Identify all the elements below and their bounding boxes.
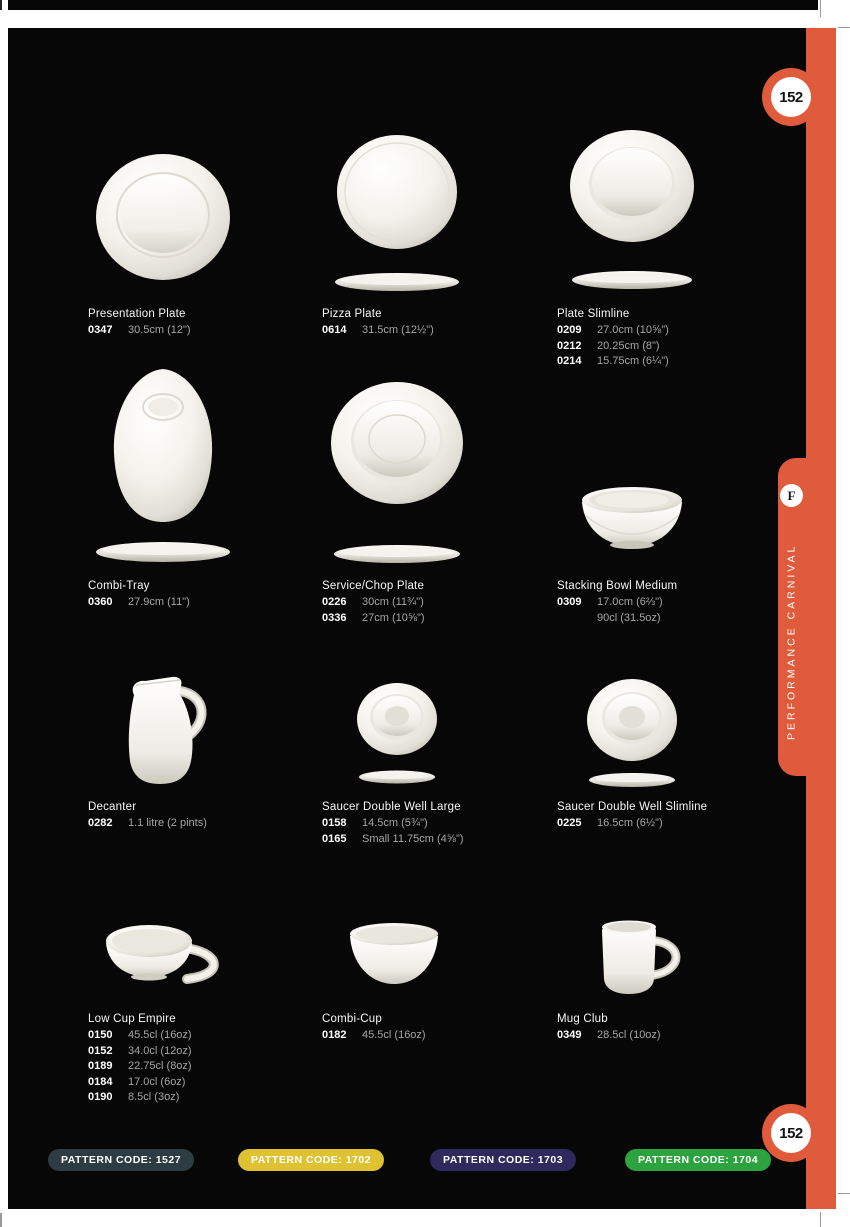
product-specs [88, 1028, 278, 1106]
product-photo-area [48, 370, 278, 574]
spec-row [88, 1059, 278, 1075]
product-size: 16.5cm (6½") [597, 817, 663, 829]
product-size: 28.5cl (10oz) [597, 1029, 661, 1041]
product-label [282, 1013, 512, 1044]
pattern-code-pill: PATTERN CODE: 1703 [430, 1149, 576, 1171]
saucer-double-well-slimline-image [562, 675, 702, 787]
product-photo-area [517, 645, 747, 795]
product-name: Mug Club [557, 1013, 608, 1025]
product-specs [557, 1028, 747, 1044]
spec-row [557, 816, 747, 832]
product-name: Saucer Double Well Slimline [557, 801, 708, 813]
page-number-badge: 152 [771, 1113, 811, 1153]
product-card [48, 370, 278, 611]
product-card [48, 645, 278, 832]
product-size: 15.75cm (6¼") [597, 355, 669, 367]
product-specs [557, 816, 747, 832]
product-card [517, 130, 747, 370]
product-card [282, 645, 512, 847]
product-card [517, 895, 747, 1044]
spec-row [88, 323, 278, 339]
product-photo-area [282, 895, 512, 1007]
product-card [48, 130, 278, 339]
product-label [48, 308, 278, 339]
spec-row [88, 1044, 278, 1060]
pattern-code-pill: PATTERN CODE: 1704 [625, 1149, 771, 1171]
product-code: 0190 [88, 1091, 113, 1103]
pizza-plate-image [317, 124, 477, 294]
product-specs [88, 816, 278, 832]
spec-row [322, 1028, 512, 1044]
product-size: 17.0cl (6oz) [128, 1075, 186, 1088]
crop-mark [838, 27, 850, 28]
product-code: 0152 [88, 1044, 113, 1057]
product-code: 0226 [322, 596, 347, 608]
product-card [48, 895, 278, 1106]
product-label [517, 308, 747, 370]
crop-mark [838, 1193, 850, 1194]
page-number-badge: 152 [771, 77, 811, 117]
spec-row [88, 1075, 278, 1091]
saucer-double-well-large-image [332, 677, 462, 785]
crop-mark [0, 1213, 2, 1227]
product-size: 31.5cm (12½") [362, 324, 434, 336]
stacking-bowl-image [570, 482, 694, 562]
product-size: 45.5cl (16oz) [362, 1029, 426, 1041]
product-size: 27.9cm (11") [128, 596, 190, 608]
product-photo-area [48, 645, 278, 795]
product-name: Saucer Double Well Large [322, 801, 461, 813]
product-specs [557, 323, 747, 370]
spec-row [88, 595, 278, 611]
decanter-image [98, 669, 228, 787]
product-code: 0165 [322, 832, 347, 845]
tab-vertical-label: PERFORMANCE CARNIVAL [785, 543, 798, 741]
product-name: Service/Chop Plate [322, 580, 425, 592]
product-code: 0282 [88, 817, 113, 829]
spec-row [88, 1090, 278, 1106]
product-code: 0349 [557, 1029, 582, 1041]
product-photo-area [48, 130, 278, 302]
product-label [282, 801, 512, 847]
product-specs [557, 595, 747, 626]
product-photo-area [282, 645, 512, 795]
combi-tray-image [78, 359, 248, 564]
plate-slimline-image [552, 122, 712, 292]
presentation-plate-image [83, 133, 243, 298]
spec-row [557, 1028, 747, 1044]
product-label [48, 580, 278, 611]
service-chop-plate-image [312, 361, 482, 566]
product-size: 30cm (11¾") [362, 596, 424, 608]
product-photo-area [517, 370, 747, 574]
product-code: 0184 [88, 1075, 113, 1088]
product-name: Presentation Plate [88, 308, 186, 320]
low-cup-empire-image [81, 917, 246, 997]
product-photo-area [282, 130, 512, 302]
product-size: 8.5cl (3oz) [128, 1091, 180, 1103]
product-card [517, 645, 747, 832]
product-size: Small 11.75cm (4⅝") [362, 832, 464, 845]
product-code: 0214 [557, 355, 582, 367]
product-specs [322, 1028, 512, 1044]
mug-club-image [562, 917, 702, 997]
product-name: Decanter [88, 801, 137, 813]
crop-mark [0, 0, 2, 10]
product-card [282, 370, 512, 626]
spec-row [557, 611, 747, 627]
product-code: 0158 [322, 817, 347, 829]
product-size: 27cm (10⅝") [362, 611, 425, 624]
product-name: Combi-Cup [322, 1013, 382, 1025]
product-name: Pizza Plate [322, 308, 382, 320]
product-code: 0309 [557, 596, 582, 608]
spec-row [322, 832, 512, 848]
product-size: 30.5cm (12") [128, 324, 191, 336]
product-label [517, 801, 747, 832]
spec-row [88, 1028, 278, 1044]
product-specs [322, 323, 512, 339]
product-label [282, 580, 512, 626]
product-code: 0614 [322, 324, 347, 336]
product-photo-area [517, 130, 747, 302]
product-specs [322, 595, 512, 626]
spec-row [557, 354, 747, 370]
product-size: 22.75cl (8oz) [128, 1060, 192, 1072]
product-label [517, 580, 747, 626]
product-label [48, 1013, 278, 1106]
product-name: Plate Slimline [557, 308, 630, 320]
product-code: 0336 [322, 611, 347, 624]
product-size: 27.0cm (10⅝") [597, 324, 669, 336]
product-photo-area [282, 370, 512, 574]
spec-row [557, 339, 747, 355]
spec-row [557, 595, 747, 611]
spec-row [322, 595, 512, 611]
product-photo-area [517, 895, 747, 1007]
product-label [48, 801, 278, 832]
product-size: 45.5cl (16oz) [128, 1029, 192, 1041]
product-photo-area [48, 895, 278, 1007]
product-code: 0209 [557, 324, 582, 336]
spec-row [557, 323, 747, 339]
top-bleed-band [8, 0, 818, 10]
product-size: 17.0cm (6⅔") [597, 596, 663, 608]
pattern-code-pill: PATTERN CODE: 1702 [238, 1149, 384, 1171]
product-size: 90cl (31.5oz) [597, 611, 661, 624]
product-specs [88, 595, 278, 611]
product-card [282, 895, 512, 1044]
product-code: 0182 [322, 1029, 347, 1041]
crop-mark [820, 1212, 821, 1227]
tab-letter-badge: F [780, 484, 803, 507]
product-label [282, 308, 512, 339]
product-size: 34.0cl (12oz) [128, 1044, 192, 1057]
product-size: 20.25cm (8") [597, 339, 660, 352]
combi-cup-image [322, 920, 472, 995]
spec-row [88, 816, 278, 832]
product-code: 0225 [557, 817, 582, 829]
crop-mark [820, 0, 821, 17]
product-specs [322, 816, 512, 847]
product-card [282, 130, 512, 339]
product-label [517, 1013, 747, 1044]
product-specs [88, 323, 278, 339]
spec-row [322, 323, 512, 339]
spec-row [322, 611, 512, 627]
product-size: 1.1 litre (2 pints) [128, 817, 207, 829]
spec-row [322, 816, 512, 832]
product-card [517, 370, 747, 626]
product-code: 0212 [557, 339, 582, 352]
product-code: 0150 [88, 1029, 113, 1041]
product-code: 0189 [88, 1060, 113, 1072]
product-code: 0347 [88, 324, 113, 336]
product-name: Low Cup Empire [88, 1013, 176, 1025]
product-name: Combi-Tray [88, 580, 150, 592]
pattern-code-pill: PATTERN CODE: 1527 [48, 1149, 194, 1171]
product-size: 14.5cm (5¾") [362, 817, 428, 829]
product-name: Stacking Bowl Medium [557, 580, 678, 592]
product-code: 0360 [88, 596, 113, 608]
